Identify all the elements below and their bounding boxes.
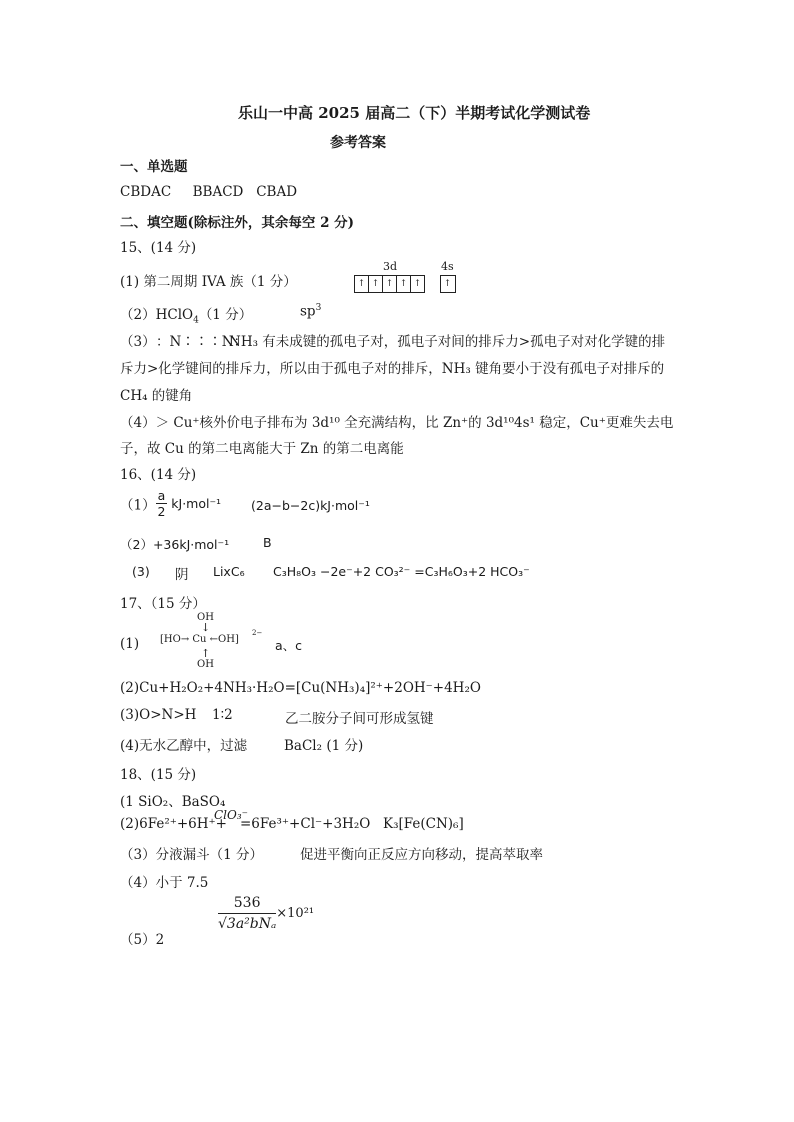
q18-part2-b: =6Fe³⁺+Cl⁻+3H₂O [240,816,371,832]
q16-part1-b: (2a−b−2c)kJ·mol⁻¹ [251,498,370,513]
arrow-down-icon: ↓ [201,621,211,634]
q16-part3-c: C₃H₈O₃ −2e⁻+2 CO₃²⁻ =C₃H₆O₃+2 HCO₃⁻ [273,564,530,579]
q18-density-fraction [218,893,276,934]
q16-part3-label: (3) [132,564,150,579]
orbital-4s-cell: ↑ [443,279,452,289]
q16-part1-label: （1） [120,497,156,514]
page-subtitle: 参考答案 [330,135,386,151]
q15-lewis-structure: ：N∶∶∶N： [156,334,248,350]
q15-part3-line3: CH₄ 的键角 [120,388,193,404]
q17-part3-c: 乙二胺分子间可形成氢键 [285,711,434,727]
q17-part4-a: (4)无水乙醇中，过滤 [120,738,248,754]
q18-part3-b: 促进平衡向正反应方向移动，提高萃取率 [300,847,543,863]
cu-oh-top: OH [197,612,214,623]
orbital-3d-cell: ↑ [369,276,383,292]
q18-part1: (1 SiO₂、BaSO₄ [120,794,226,810]
q18-part4: （4）小于 7.5 [120,875,209,891]
orbital-3d-cell: ↑ [413,279,422,289]
q17-part3-a: (3)O>N>H [120,707,197,723]
q18-multiplier: ×10²¹ [276,906,315,921]
section1-answers: CBDAC BBACD CBAD [120,184,298,200]
q16-part3-a: 阴 [175,567,189,583]
orbital-3d-box [354,275,425,293]
q16-fraction-den: 2 [157,504,166,519]
q15-part3-line2: 斥力>化学键间的排斥力，所以由于孤电子对的排斥，NH₃ 键角要小于没有孤电子对排斥的 [120,361,665,377]
q16-part1 [120,488,221,519]
section1-heading: 一、单选题 [120,159,188,175]
q15-header: 15、(14 分) [120,240,197,256]
cu-charge: 2− [252,629,263,637]
q16-part2-b: B [263,535,272,550]
q15-part2-hybrid [300,303,321,320]
q15-hyb-sup: 3 [315,303,322,313]
q17-part1-answer: a、c [275,638,303,653]
q15-part2-acid: （2）HClO [120,307,194,323]
q16-part3-b: LixC₆ [213,564,245,579]
q16-part2-a: （2）+36kJ·mol⁻¹ [120,537,230,552]
orbital-4s-box [440,275,456,293]
q18-part2-ion: ClO₃⁻ [214,808,249,822]
q16-header: 16、(14 分) [120,467,197,483]
q18-part5-label: （5）2 [120,932,165,948]
page-title: 乐山一中高 2025 届高二（下）半期考试化学测试卷 [238,104,591,122]
q17-part1-label: (1) [120,636,140,652]
q17-header: 17、（15 分） [120,596,206,612]
q15-part4-line1: （4）＞ Cu⁺核外价电子排布为 3d¹⁰ 全充满结构，比 Zn⁺的 3d¹⁰4s¹ 稳定，Cu⁺更难失去电 [120,415,674,431]
arrow-up-icon: ↑ [201,647,211,660]
q16-part1-unit: kJ·mol⁻¹ [171,496,222,511]
q15-part2 [120,303,252,326]
cu-oh-bottom: OH [197,659,214,670]
orbital-3d-cell: ↑ [355,276,369,292]
q16-fraction-num: a [157,488,166,503]
q18-header: 18、(15 分) [120,767,197,783]
q15-part2-score: （1 分） [198,307,253,323]
q15-part4-line2: 子，故 Cu 的第二电离能大于 Zn 的第二电离能 [120,441,404,457]
q17-part2: (2)Cu+H₂O₂+4NH₃·H₂O=[Cu(NH₃)₄]²⁺+2OH⁻+4H₂O [120,680,481,696]
orbital-3d-label: 3d [383,260,398,273]
orbital-3d-cell: ↑ [383,276,397,292]
cu-center-row: [HO→ Cu ←OH] [160,634,239,645]
q18-part5-expression [218,893,314,934]
section2-heading: 二、填空题(除标注外，其余每空 2 分) [120,215,355,231]
q15-part3-label: （3） [120,334,156,350]
q18-part2-c: K₃[Fe(CN)₆] [383,816,464,832]
orbital-3d-cell: ↑ [397,276,411,292]
q17-part3-b: 1∶2 [212,707,233,723]
q18-part3-a: （3）分液漏斗（1 分） [120,847,263,863]
cu-complex-ion [160,612,280,674]
q16-fraction [156,488,168,519]
orbital-4s-label: 4s [441,260,454,273]
q18-fraction-num: 536 [218,893,276,914]
q18-part2-a: (2)6Fe²⁺+6H⁺+ [120,816,227,832]
q17-part4-b: BaCl₂ (1 分) [284,738,364,754]
q15-part3-line1: NH₃ 有未成键的孤电子对，孤电子对间的排斥力>孤电子对对化学键的排 [229,334,666,350]
q18-fraction-den: √3a²bNₐ [218,916,277,932]
q15-part2-sub: 4 [193,315,199,326]
q15-hyb-base: sp [300,303,316,320]
q15-part1: (1) 第二周期 IVA 族（1 分） [120,274,297,290]
